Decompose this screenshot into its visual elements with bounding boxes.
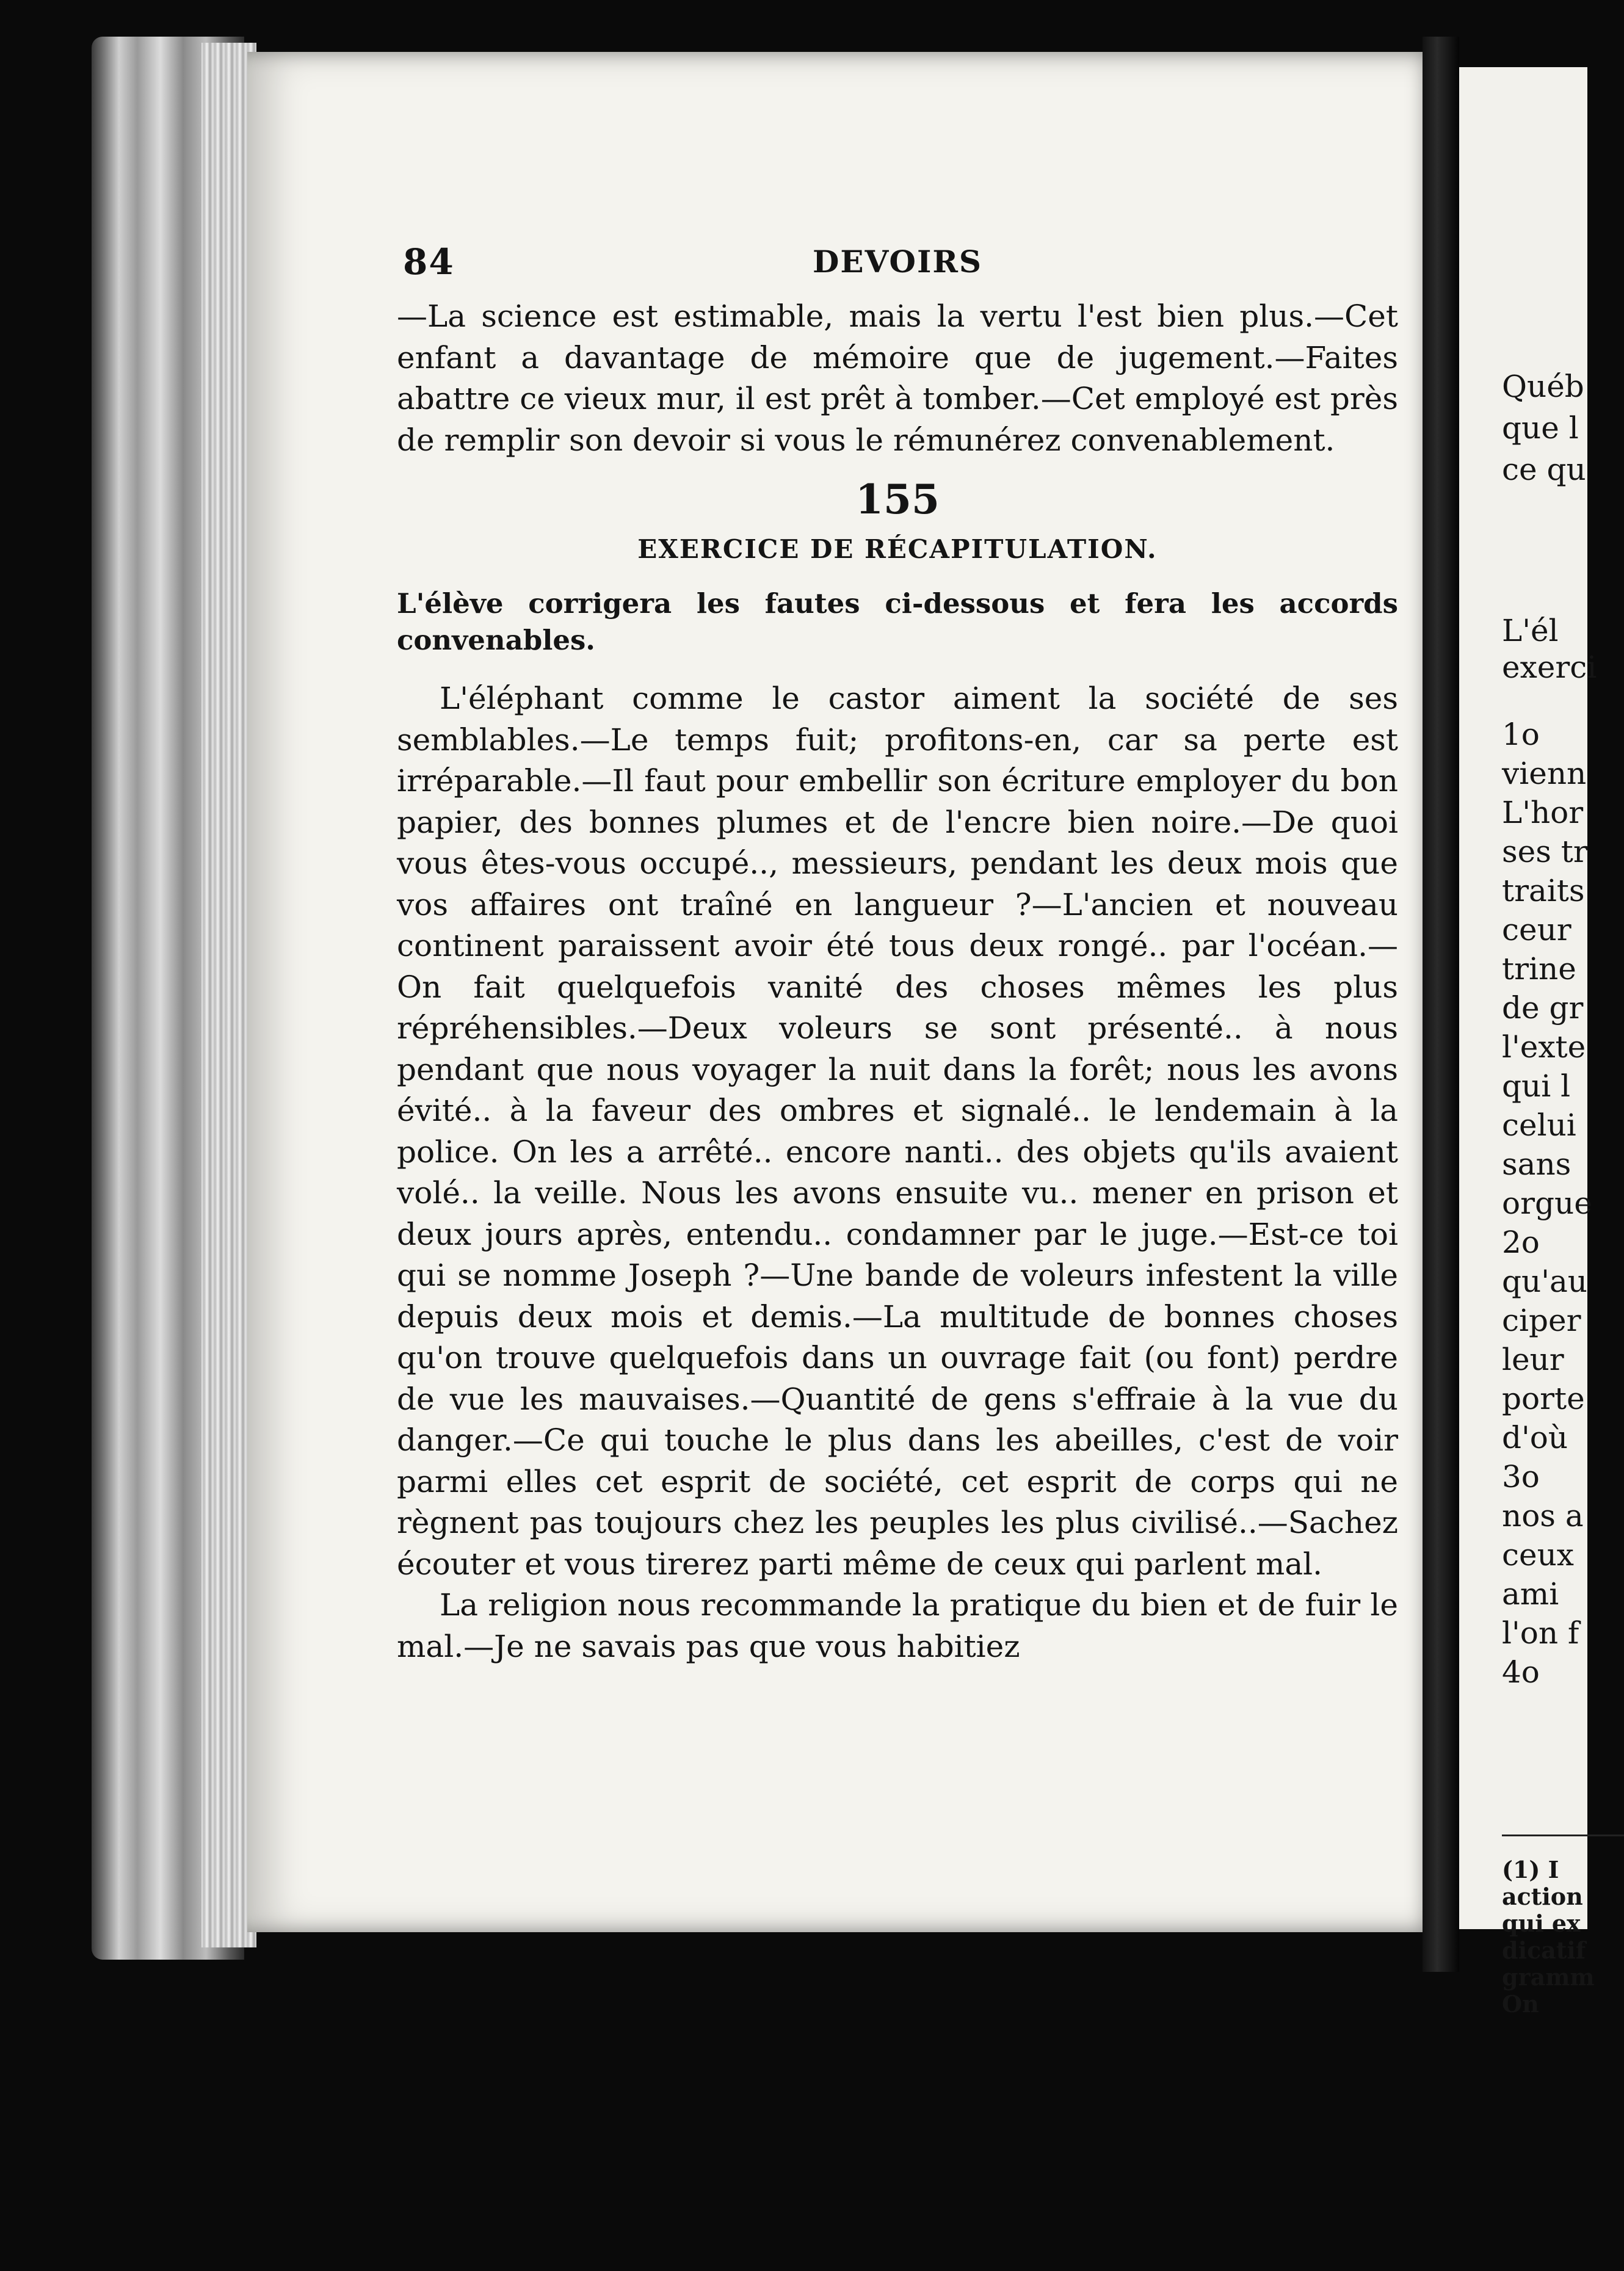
right-page-line: d'où xyxy=(1502,1420,1568,1455)
right-page-line: Québ xyxy=(1502,369,1584,404)
right-page-line: ce qu xyxy=(1502,452,1586,487)
right-page-line: nos a xyxy=(1502,1498,1584,1534)
right-page-footnote-line: qui ex xyxy=(1502,1910,1581,1937)
left-page xyxy=(247,52,1435,1932)
right-page-line: L'hor xyxy=(1502,795,1584,830)
right-page-footnote-line: gramm xyxy=(1502,1963,1595,1991)
right-page-line: 2o xyxy=(1502,1225,1540,1260)
right-page-instruction-line: exerci xyxy=(1502,650,1597,685)
right-page-line: 3o xyxy=(1502,1459,1540,1494)
exercise-title: EXERCICE DE RÉCAPITULATION. xyxy=(637,534,1158,564)
right-page-line: porte xyxy=(1502,1381,1585,1416)
right-page-line: ami xyxy=(1502,1576,1559,1612)
right-page-fragment xyxy=(1459,67,1597,2018)
right-page-line: 4o xyxy=(1502,1654,1540,1690)
intro-paragraph: —La science est estimable, mais la vertu l'est bien plus.—Cet enfant a davantage de mémoire que de jugement.—Faites abattre ce vieux mur, il est prêt à tomber.—Cet employé est près de remplir son devoir si vous le rémunérez convenablement. xyxy=(397,299,1398,458)
right-page-footnote-line: (1) I xyxy=(1502,1856,1559,1883)
right-page-line: leur xyxy=(1502,1342,1564,1377)
right-page-line: ceux xyxy=(1502,1537,1574,1573)
page-content xyxy=(397,241,1398,1938)
right-page-instruction-line: L'él xyxy=(1502,613,1559,648)
right-page-line: sans xyxy=(1502,1146,1571,1182)
right-page-line: ciper xyxy=(1502,1303,1581,1338)
right-page-line: l'on f xyxy=(1502,1615,1579,1651)
book-gutter xyxy=(1423,37,1459,1972)
right-page-line: traits xyxy=(1502,873,1585,908)
right-page-line: trine xyxy=(1502,951,1576,987)
right-page-line: qu'au xyxy=(1502,1264,1587,1299)
right-page-footnote-line: dicatif xyxy=(1502,1936,1586,1964)
right-page-line: celui xyxy=(1502,1107,1576,1143)
page-number: 84 xyxy=(403,241,455,283)
right-page-line: ses tr xyxy=(1502,834,1588,869)
right-page-line: que l xyxy=(1502,410,1579,446)
running-title: DEVOIRS xyxy=(813,244,982,280)
right-page-line: 1o xyxy=(1502,717,1540,752)
exercise-instruction: L'élève corrigera les fautes ci-dessous et fera les accords convenables. xyxy=(397,587,1398,656)
right-page-line: orgue xyxy=(1502,1186,1592,1221)
right-page-line: vienn xyxy=(1502,756,1587,791)
right-page-line: de gr xyxy=(1502,990,1584,1026)
right-page-line: ceur xyxy=(1502,912,1571,947)
right-page-footnote-line: On xyxy=(1502,1990,1539,2018)
right-page-line: l'exte xyxy=(1502,1029,1586,1065)
exercise-number: 155 xyxy=(855,476,940,523)
exercise-paragraph-2: La religion nous recommande la pratique du bien et de fuir le mal.—Je ne savais pas que vous habitiez xyxy=(397,1587,1398,1664)
running-head xyxy=(397,241,1398,296)
right-page-line: qui l xyxy=(1502,1068,1571,1104)
footnote-rule xyxy=(1502,1835,1624,1836)
exercise-paragraph-1: L'éléphant comme le castor aiment la société de ses semblables.—Le temps fuit; profitons-en, car sa perte est irréparable.—Il faut pour embellir son écriture employer du bon papier, des bonnes plumes et de l'encre bien noire.—De quoi vous êtes-vous occupé.., messieurs, pendant les deux mois que vos affaires ont traîné en langueur ?—L'ancien et nouveau continent paraissent avoir été tous deux rongé.. par l'océan.—On fait quelquefois vanité des choses mêmes les plus répréhensibles.—Deux voleurs se sont présenté.. à nous pendant que nous voyager la nuit dans la forêt; nous les avons évité.. à la faveur des ombres et signalé.. le lendemain à la police. On les a arrêté.. encore nanti.. des objets qu'ils avaient volé.. la veille. Nous les avons ensuite vu.. mener en prison et deux jours après, entendu.. condamner par le juge.—Est-ce toi qui se nomme Joseph ?—Une bande de voleurs infestent la ville depuis deux mois et demis.—La multitude de bonnes choses qu'on trouve quelquefois dans un ouvrage fait (ou font) perdre de vue les mauvaises.—Quantité de gens s'effraie à la vue du danger.—Ce qui touche le plus dans les abeilles, c'est de voir parmi elles cet esprit de société, cet esprit de corps qui ne règnent pas toujours chez les peuples les plus civilisé..—Sachez écouter et vous tirerez parti même de ceux qui parlent mal. xyxy=(397,681,1398,1582)
right-page-footnote-line: action xyxy=(1502,1883,1583,1910)
